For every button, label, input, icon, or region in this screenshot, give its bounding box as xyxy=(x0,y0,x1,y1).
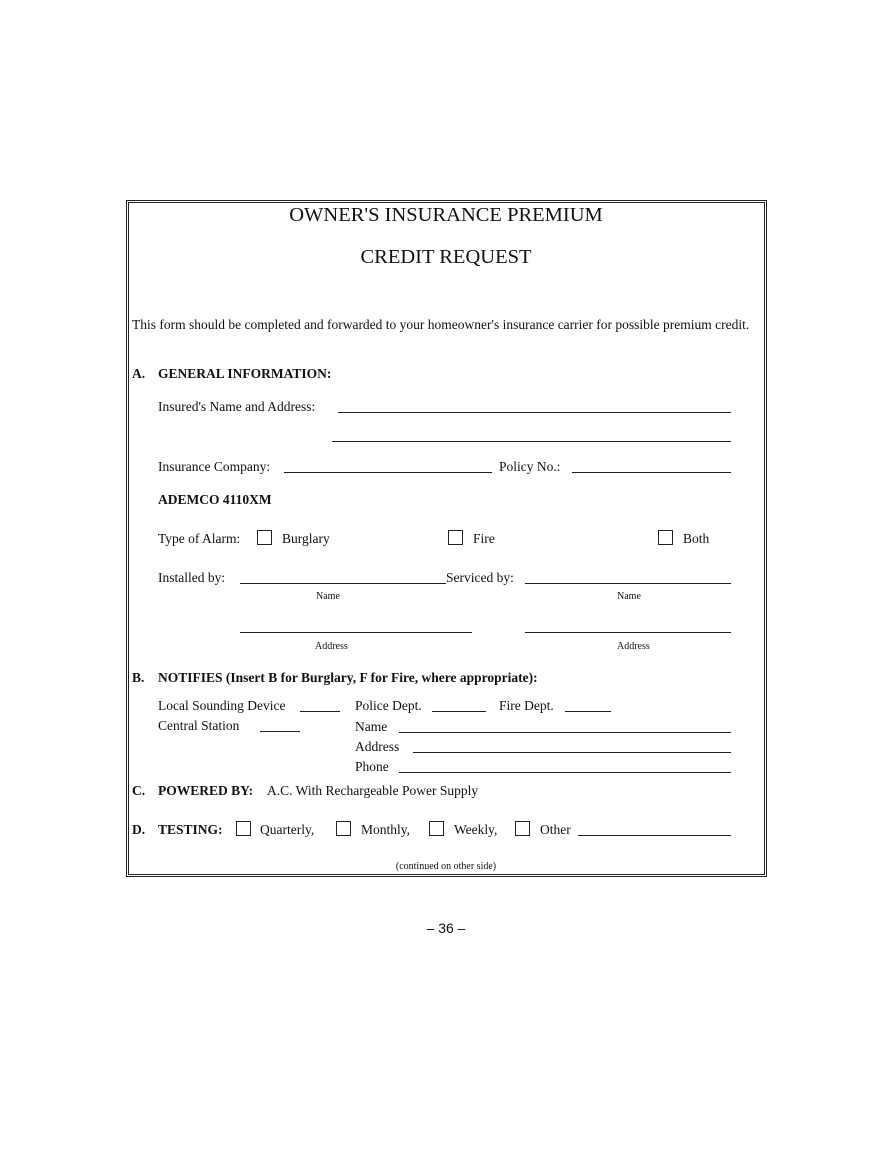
form-title-line1: OWNER'S INSURANCE PREMIUM xyxy=(289,204,603,226)
weekly-label: Weekly, xyxy=(454,822,498,837)
quarterly-label: Quarterly, xyxy=(260,822,315,837)
form-intro: This form should be completed and forwarded to your homeowner's insurance carrier for possible premium credit. xyxy=(132,317,750,332)
section-b-letter: B. xyxy=(132,670,145,685)
section-a-letter: A. xyxy=(132,366,146,381)
central-station-field[interactable] xyxy=(260,731,300,732)
station-name-field[interactable] xyxy=(399,732,731,733)
serviced-name-caption: Name xyxy=(617,591,641,602)
station-address-field[interactable] xyxy=(413,752,731,753)
insured-name-field[interactable] xyxy=(338,412,731,413)
police-dept-field[interactable] xyxy=(432,711,486,712)
quarterly-checkbox[interactable] xyxy=(236,821,251,836)
station-name-label: Name xyxy=(355,719,388,734)
serviced-by-name-field[interactable] xyxy=(525,583,731,584)
section-c-heading: POWERED BY: xyxy=(158,783,254,798)
station-phone-label: Phone xyxy=(355,759,389,774)
section-d-letter: D. xyxy=(132,822,146,837)
fire-label: Fire xyxy=(473,531,495,546)
form-title-line2: CREDIT REQUEST xyxy=(360,246,532,268)
page-number: – 36 – xyxy=(426,920,466,936)
installed-by-name-field[interactable] xyxy=(240,583,446,584)
installed-by-label: Installed by: xyxy=(158,570,226,585)
other-checkbox[interactable] xyxy=(515,821,530,836)
station-address-label: Address xyxy=(355,739,400,754)
powered-by-value: A.C. With Rechargeable Power Supply xyxy=(267,783,479,798)
insurance-company-field[interactable] xyxy=(284,472,492,473)
insurance-company-label: Insurance Company: xyxy=(158,459,271,474)
monthly-checkbox[interactable] xyxy=(336,821,351,836)
continued-note: (continued on other side) xyxy=(395,861,497,872)
installed-by-address-field[interactable] xyxy=(240,632,472,633)
fire-dept-label: Fire Dept. xyxy=(499,698,554,713)
installed-address-caption: Address xyxy=(315,641,348,652)
alarm-type-label: Type of Alarm: xyxy=(158,531,241,546)
local-sounding-field[interactable] xyxy=(300,711,340,712)
monthly-label: Monthly, xyxy=(361,822,411,837)
local-sounding-label: Local Sounding Device xyxy=(158,698,286,713)
serviced-by-address-field[interactable] xyxy=(525,632,731,633)
fire-dept-field[interactable] xyxy=(565,711,611,712)
fire-checkbox[interactable] xyxy=(448,530,463,545)
other-label: Other xyxy=(540,822,571,837)
station-phone-field[interactable] xyxy=(399,772,731,773)
section-b-heading: NOTIFIES (Insert B for Burglary, F for Fire, where appropriate): xyxy=(158,670,538,685)
policy-no-label: Policy No.: xyxy=(499,459,561,474)
insured-name-label: Insured's Name and Address: xyxy=(158,399,316,414)
burglary-checkbox[interactable] xyxy=(257,530,272,545)
serviced-by-label: Serviced by: xyxy=(446,570,514,585)
police-dept-label: Police Dept. xyxy=(355,698,422,713)
serviced-address-caption: Address xyxy=(617,641,650,652)
model-name: ADEMCO 4110XM xyxy=(158,492,272,507)
policy-no-field[interactable] xyxy=(572,472,731,473)
section-a-heading: GENERAL INFORMATION: xyxy=(158,366,332,381)
insured-address-field[interactable] xyxy=(332,441,731,442)
central-station-label: Central Station xyxy=(158,718,240,733)
weekly-checkbox[interactable] xyxy=(429,821,444,836)
both-checkbox[interactable] xyxy=(658,530,673,545)
installed-name-caption: Name xyxy=(316,591,340,602)
both-label: Both xyxy=(683,531,710,546)
section-d-heading: TESTING: xyxy=(158,822,223,837)
section-c-letter: C. xyxy=(132,783,146,798)
burglary-label: Burglary xyxy=(282,531,330,546)
other-field[interactable] xyxy=(578,835,731,836)
